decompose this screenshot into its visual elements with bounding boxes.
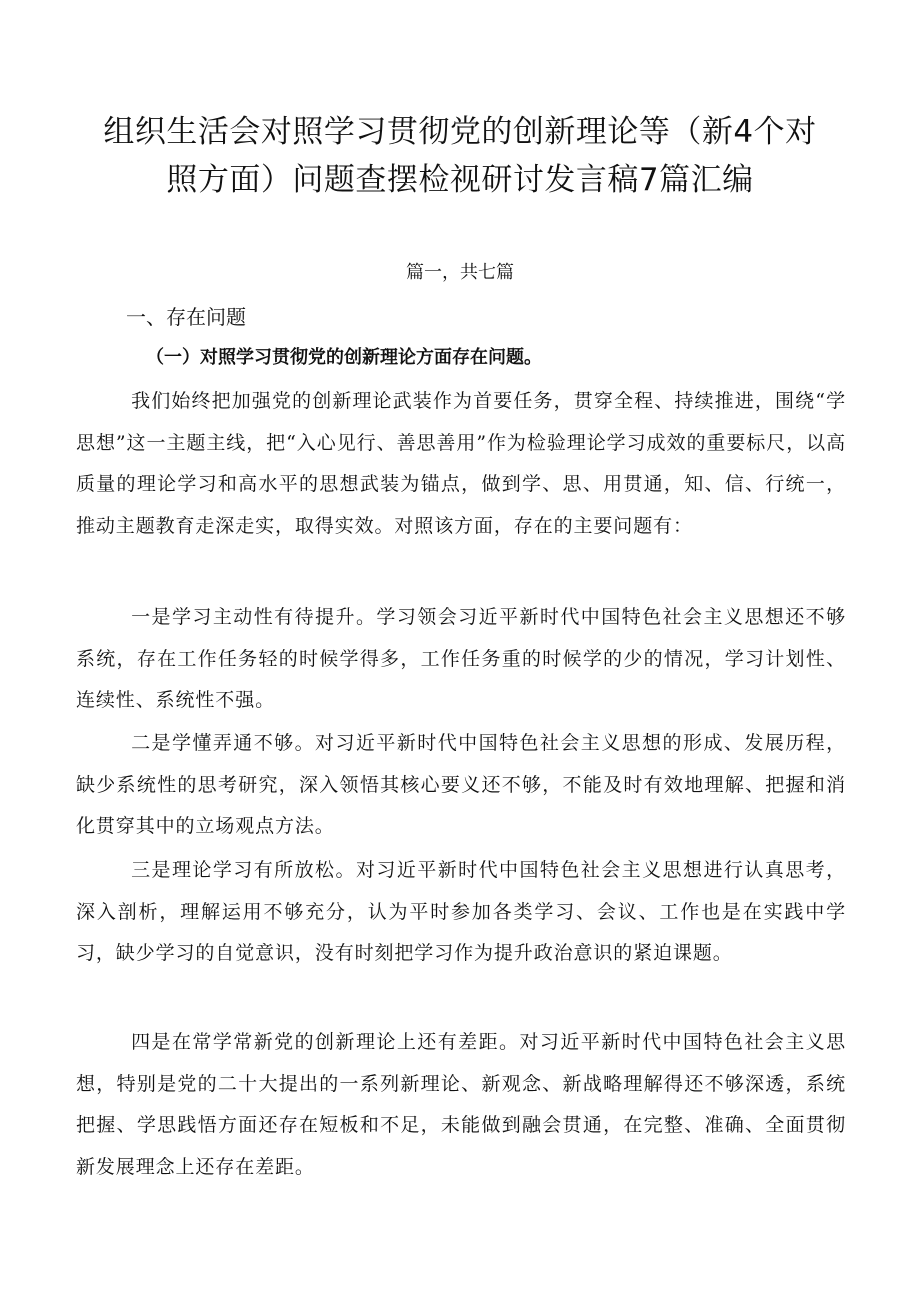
paragraph-issue-3: 三是理论学习有所放松。对习近平新时代中国特色社会主义思想进行认真思考，深入剖析，理解运用不够充分，认为平时参加各类学习、会议、工作也是在实践中学习，缺少学习的自觉意识，没有时刻把学习作为提升政治意识的紧迫课题。: [76, 859, 846, 964]
section-heading: 一、存在问题: [126, 305, 246, 329]
document-subtitle: 篇一，共七篇: [406, 262, 514, 283]
paragraph-issue-1: 一是学习主动性有待提升。学习领会习近平新时代中国特色社会主义思想还不够系统，存在工作任务轻的时候学得多，工作任务重的时候学的少的情况，学习计划性、连续性、系统性不强。: [76, 606, 846, 711]
paragraph-intro: 我们始终把加强党的创新理论武装作为首要任务，贯穿全程、持续推进，围绕“学思想”这一主题主线，把“入心见行、善思善用”作为检验理论学习成效的重要标尺，以高质量的理论学习和高水平的思想武装为锚点，做到学、思、用贯通，知、信、行统一，推动主题教育走深走实，取得实效。对照该方面，存在的主要问题有：: [76, 390, 846, 537]
paragraph-issue-2: 二是学懂弄通不够。对习近平新时代中国特色社会主义思想的形成、发展历程，缺少系统性的思考研究，深入领悟其核心要义还不够，不能及时有效地理解、把握和消化贯穿其中的立场观点方法。: [76, 732, 846, 837]
paragraph-issue-4: 四是在常学常新党的创新理论上还有差距。对习近平新时代中国特色社会主义思想，特别是党的二十大提出的一系列新理论、新观念、新战略理解得还不够深透，系统把握、学思践悟方面还存在短板和不足，未能做到融会贯通，在完整、准确、全面贯彻新发展理念上还存在差距。: [76, 1031, 846, 1178]
document-title: 组织生活会对照学习贯彻党的创新理论等（新4个对照方面）问题查摆检视研讨发言稿7篇汇编: [103, 114, 817, 198]
subsection-heading: （一）对照学习贯彻党的创新理论方面存在问题。: [146, 347, 542, 368]
